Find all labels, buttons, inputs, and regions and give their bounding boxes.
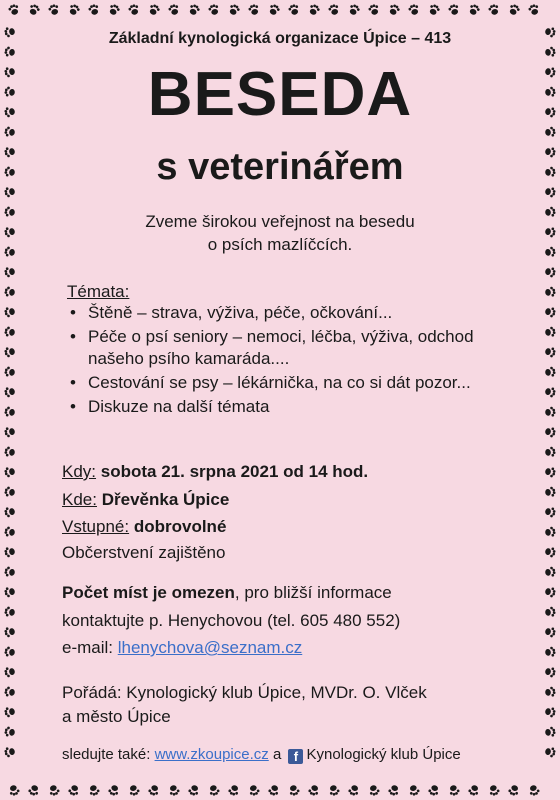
entry-value: dobrovolné	[133, 517, 227, 536]
facebook-icon[interactable]: f	[288, 749, 303, 764]
when-value: sobota 21. srpna 2021 od 14 hod.	[100, 462, 369, 481]
follow-label: sledujte také:	[62, 746, 155, 763]
email-link[interactable]: lhenychova@seznam.cz	[117, 638, 303, 657]
and-text: a	[268, 746, 286, 763]
contact-intro	[62, 583, 392, 603]
email-line	[62, 638, 302, 658]
footer-follow	[62, 746, 461, 764]
when-line	[62, 462, 368, 482]
email-label: e-mail:	[62, 638, 118, 657]
invitation-line-1: Zveme širokou veřejnost na besedu	[145, 212, 415, 231]
website-link[interactable]: www.zkoupice.cz	[154, 746, 269, 763]
list-item: • Cestování se psy – lékárnička, na co si dát pozor...	[88, 372, 528, 394]
topics-label: Témata:	[67, 282, 130, 301]
list-item: • Diskuze na další témata	[88, 396, 528, 418]
where-value: Dřevěnka Úpice	[101, 490, 230, 509]
refreshments-note: Občerstvení zajištěno	[62, 543, 226, 562]
organization-name: Základní kynologická organizace Úpice – 413	[108, 30, 452, 47]
poster-title: BESEDA	[147, 60, 413, 129]
invitation-text	[0, 210, 560, 256]
when-label: Kdy:	[62, 462, 97, 481]
contact-info-rest: , pro bližší informace	[234, 583, 392, 602]
facebook-page-name: Kynologický klub Úpice	[306, 746, 461, 763]
list-item: • Štěně – strava, výživa, péče, očkování...	[88, 302, 528, 324]
entry-line	[62, 517, 226, 537]
topics-list	[70, 302, 528, 420]
where-line	[62, 490, 229, 510]
organizer-line-1: Pořádá: Kynologický klub Úpice, MVDr. O. Vlček	[62, 683, 427, 702]
list-item: • Péče o psí seniory – nemoci, léčba, výživa, odchod našeho psího kamaráda....	[88, 326, 528, 370]
where-label: Kde:	[62, 490, 97, 509]
contact-line: kontaktujte p. Henychovou (tel. 605 480 552)	[62, 611, 401, 630]
invitation-line-2: o psích mazlíčcích.	[207, 235, 353, 254]
limited-capacity: Počet míst je omezen	[62, 583, 235, 602]
poster-subtitle: s veterinářem	[156, 146, 404, 188]
entry-label: Vstupné:	[62, 517, 130, 536]
organizer-line-2: a město Úpice	[62, 707, 171, 726]
